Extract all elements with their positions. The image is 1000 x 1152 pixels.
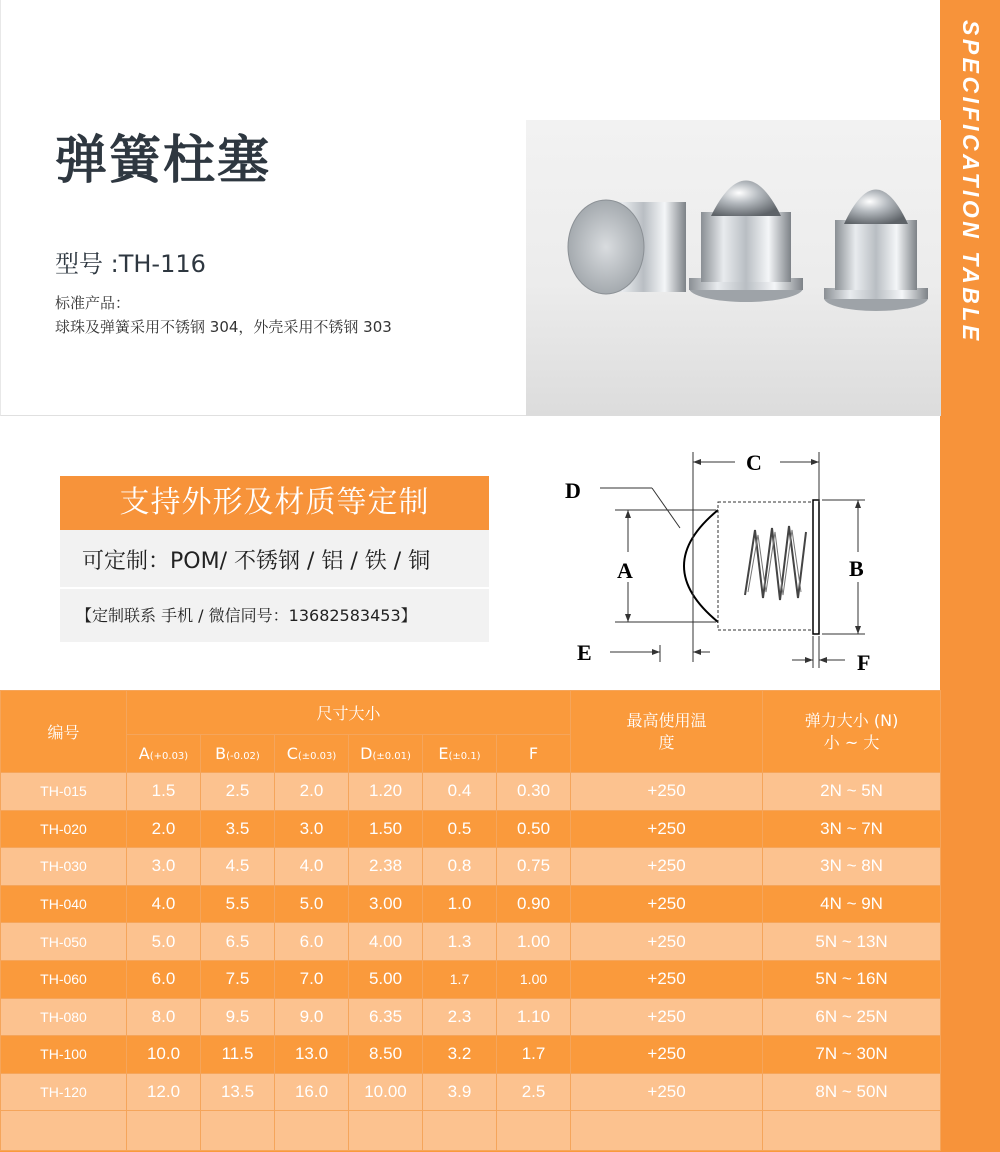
- standard-description: 球珠及弹簧采用不锈钢 304，外壳采用不锈钢 303: [55, 318, 392, 336]
- table-cell: 3.9: [423, 1073, 497, 1111]
- empty-cell: [349, 1111, 423, 1151]
- table-cell: +250: [571, 848, 763, 886]
- table-cell: 0.4: [423, 773, 497, 811]
- subheader-d: D(±0.01): [349, 735, 423, 773]
- header-size: 尺寸大小: [127, 691, 571, 735]
- cell-code: TH-080: [1, 998, 127, 1036]
- table-cell: 3.0: [275, 810, 349, 848]
- page-title: 弹簧柱塞: [55, 131, 272, 191]
- table-cell: 13.5: [201, 1073, 275, 1111]
- table-row: [1, 1073, 941, 1111]
- table-cell: 6.5: [201, 923, 275, 961]
- table-cell: 3.0: [127, 848, 201, 886]
- table-cell: 8N ~ 50N: [763, 1073, 941, 1111]
- model-number: 型号 :TH-116: [55, 250, 206, 278]
- table-cell: 3.5: [201, 810, 275, 848]
- table-cell: 6.0: [127, 960, 201, 998]
- spec-table: [0, 690, 941, 1151]
- table-cell: 0.8: [423, 848, 497, 886]
- table-cell: 8.50: [349, 1036, 423, 1074]
- table-cell: 9.0: [275, 998, 349, 1036]
- table-cell: 5.5: [201, 885, 275, 923]
- table-cell: 5.0: [127, 923, 201, 961]
- table-cell: +250: [571, 1073, 763, 1111]
- empty-cell: [275, 1111, 349, 1151]
- table-cell: 1.20: [349, 773, 423, 811]
- table-cell: 1.3: [423, 923, 497, 961]
- customization-materials: 可定制：POM/ 不锈钢 / 铝 / 铁 / 铜: [82, 549, 431, 574]
- table-cell: 0.5: [423, 810, 497, 848]
- side-banner-text: SPECIFICATION TABLE: [958, 20, 984, 344]
- table-cell: 1.50: [349, 810, 423, 848]
- header-section: [0, 0, 940, 416]
- diagram-label-b: B: [849, 556, 864, 581]
- table-cell: 16.0: [275, 1073, 349, 1111]
- diagram-label-d: D: [565, 478, 581, 503]
- cell-code: TH-050: [1, 923, 127, 961]
- table-cell: 7.5: [201, 960, 275, 998]
- cell-code: TH-040: [1, 885, 127, 923]
- table-cell: 4.0: [275, 848, 349, 886]
- cell-code: TH-030: [1, 848, 127, 886]
- empty-cell: [201, 1111, 275, 1151]
- standard-label: 标准产品：: [55, 294, 131, 312]
- subheader-f: F: [497, 735, 571, 773]
- subheader-a: A(+0.03): [127, 735, 201, 773]
- table-cell: 6.0: [275, 923, 349, 961]
- subheader-c: C(±0.03): [275, 735, 349, 773]
- table-cell: 4.5: [201, 848, 275, 886]
- table-cell: 2.3: [423, 998, 497, 1036]
- cell-code: TH-015: [1, 773, 127, 811]
- table-cell: 2N ~ 5N: [763, 773, 941, 811]
- table-cell: 10.00: [349, 1073, 423, 1111]
- table-cell: 0.90: [497, 885, 571, 923]
- table-cell: 3.2: [423, 1036, 497, 1074]
- table-cell: 1.00: [497, 923, 571, 961]
- table-cell: 3N ~ 7N: [763, 810, 941, 848]
- table-row: [1, 885, 941, 923]
- table-cell: 5N ~ 16N: [763, 960, 941, 998]
- header-code: 编号: [1, 691, 127, 773]
- table-cell: 11.5: [201, 1036, 275, 1074]
- table-cell: +250: [571, 773, 763, 811]
- table-cell: 1.0: [423, 885, 497, 923]
- table-cell: +250: [571, 810, 763, 848]
- diagram-label-a: A: [617, 558, 633, 583]
- empty-cell: [127, 1111, 201, 1151]
- subheader-b: B(-0.02): [201, 735, 275, 773]
- table-cell: +250: [571, 1036, 763, 1074]
- table-cell: 2.0: [275, 773, 349, 811]
- table-cell: +250: [571, 960, 763, 998]
- table-cell: 8.0: [127, 998, 201, 1036]
- table-cell: 10.0: [127, 1036, 201, 1074]
- table-cell: 2.5: [201, 773, 275, 811]
- empty-cell: [571, 1111, 763, 1151]
- table-cell: 12.0: [127, 1073, 201, 1111]
- table-cell: 4.0: [127, 885, 201, 923]
- table-cell: 2.38: [349, 848, 423, 886]
- subheader-e: E(±0.1): [423, 735, 497, 773]
- table-row: [1, 810, 941, 848]
- diagram-label-e: E: [577, 640, 592, 665]
- table-row: [1, 960, 941, 998]
- table-cell: 6.35: [349, 998, 423, 1036]
- table-cell: 1.10: [497, 998, 571, 1036]
- empty-cell: [1, 1111, 127, 1151]
- empty-cell: [497, 1111, 571, 1151]
- table-cell: 4N ~ 9N: [763, 885, 941, 923]
- diagram-label-f: F: [857, 650, 871, 675]
- table-row: [1, 923, 941, 961]
- cell-code: TH-020: [1, 810, 127, 848]
- spec-table-container: [0, 690, 940, 1152]
- table-cell: 0.75: [497, 848, 571, 886]
- table-cell: 7N ~ 30N: [763, 1036, 941, 1074]
- customization-heading: 支持外形及材质等定制: [60, 476, 489, 530]
- table-cell: 4.00: [349, 923, 423, 961]
- table-cell: 5N ~ 13N: [763, 923, 941, 961]
- table-cell: 3N ~ 8N: [763, 848, 941, 886]
- cell-code: TH-060: [1, 960, 127, 998]
- table-cell: 6N ~ 25N: [763, 998, 941, 1036]
- empty-cell: [423, 1111, 497, 1151]
- table-cell: 1.00: [497, 960, 571, 998]
- product-photo: [526, 120, 941, 416]
- table-cell: 0.50: [497, 810, 571, 848]
- table-cell: 3.00: [349, 885, 423, 923]
- divider: [60, 587, 489, 589]
- header-spring-force: 弹力大小 (N) 小 ~ 大: [763, 691, 941, 773]
- diagram-label-c: C: [746, 450, 762, 475]
- table-filler-row: [1, 1111, 941, 1151]
- table-cell: 5.00: [349, 960, 423, 998]
- table-row: [1, 848, 941, 886]
- table-cell: 5.0: [275, 885, 349, 923]
- table-cell: 13.0: [275, 1036, 349, 1074]
- dimension-diagram: [560, 440, 920, 680]
- table-cell: 2.0: [127, 810, 201, 848]
- cell-code: TH-100: [1, 1036, 127, 1074]
- table-cell: 1.5: [127, 773, 201, 811]
- table-cell: +250: [571, 998, 763, 1036]
- table-row: [1, 773, 941, 811]
- table-cell: 1.7: [497, 1036, 571, 1074]
- table-cell: +250: [571, 885, 763, 923]
- table-row: [1, 1036, 941, 1074]
- table-cell: +250: [571, 923, 763, 961]
- empty-cell: [763, 1111, 941, 1151]
- header-max-temp: 最高使用温度: [571, 691, 763, 773]
- table-cell: 2.5: [497, 1073, 571, 1111]
- table-cell: 7.0: [275, 960, 349, 998]
- product-photo-illustration: [526, 120, 941, 416]
- table-row: [1, 998, 941, 1036]
- cell-code: TH-120: [1, 1073, 127, 1111]
- customization-contact: 【定制联系 手机 / 微信同号：13682583453】: [76, 606, 417, 625]
- customization-box: [60, 530, 489, 642]
- table-cell: 0.30: [497, 773, 571, 811]
- table-cell: 9.5: [201, 998, 275, 1036]
- table-cell: 1.7: [423, 960, 497, 998]
